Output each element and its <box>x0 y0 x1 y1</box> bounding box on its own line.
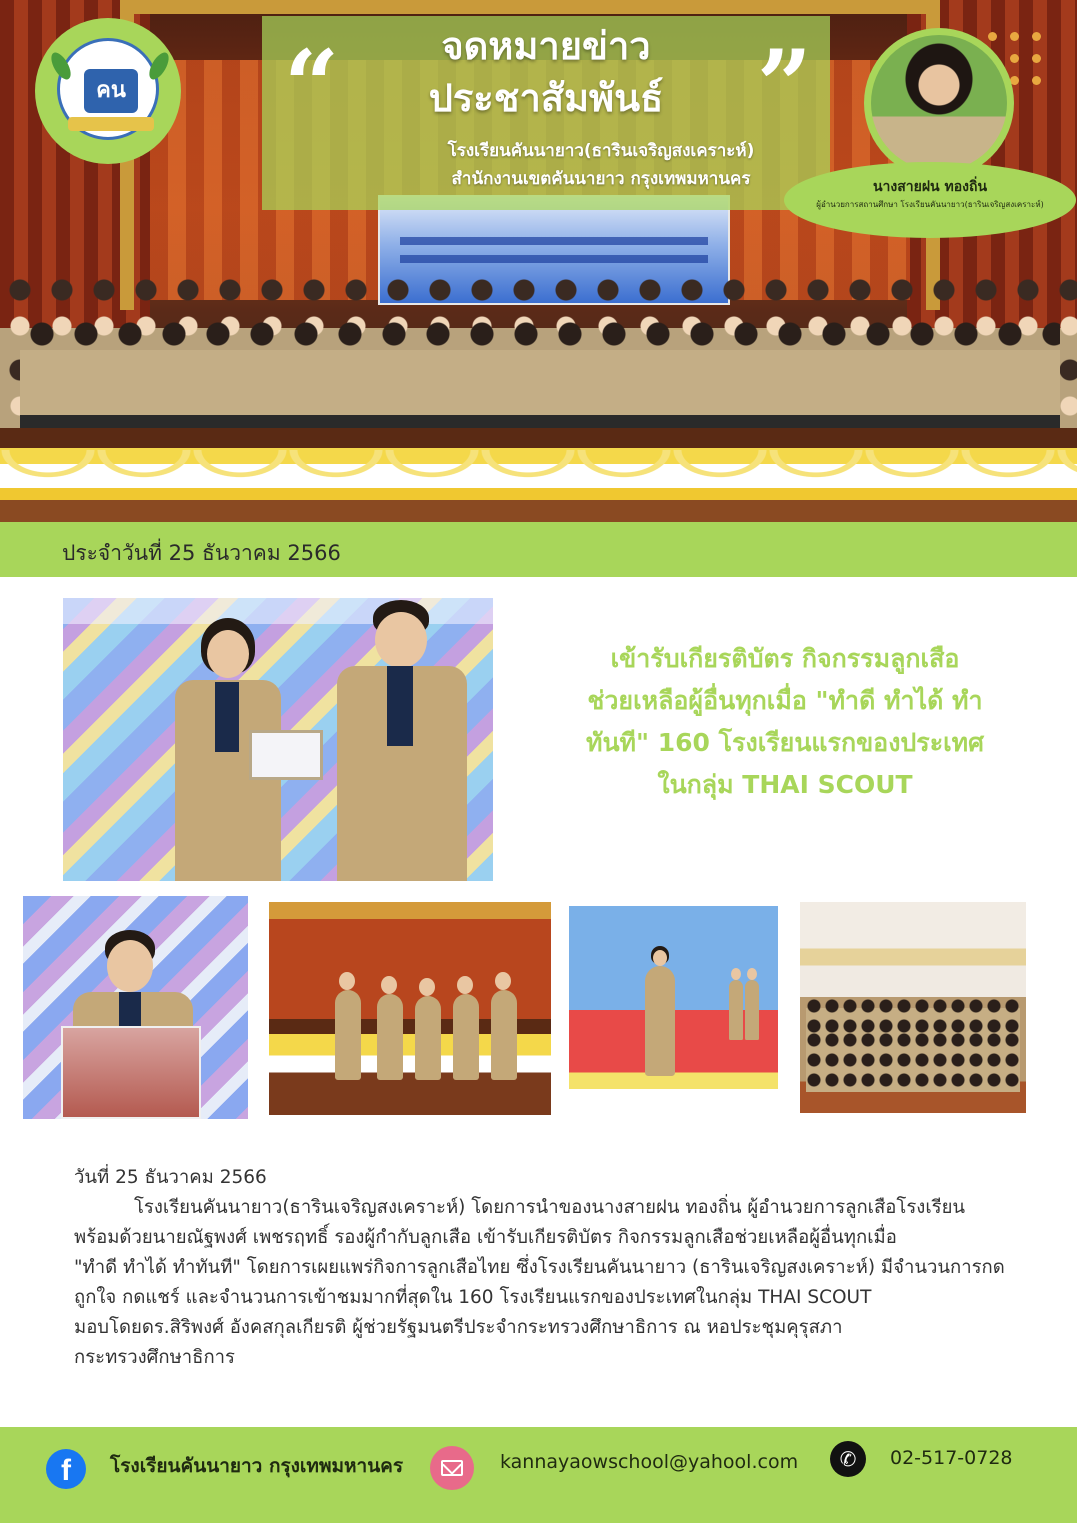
phone-number[interactable]: 02-517-0728 <box>890 1447 1013 1469</box>
director-card <box>784 162 1076 238</box>
newsletter-title: จดหมายข่าว <box>441 24 651 68</box>
close-quote-icon: ” <box>756 29 812 142</box>
article-line-2: พร้อมด้วยนายณัฐพงศ์ เพชรฤทธิ์ รองผู้กำกับลูกเสือ เข้ารับเกียรติบัตร กิจกรรมลูกเสือช่วยเหลือผู้อื่นทุกเมื่อ <box>74 1227 897 1248</box>
article-line-3: "ทำดี ทำได้ ทำทันที" โดยการเผยแพร่กิจการลูกเสือไทย ซึ่งโรงเรียนคันนายาว (ธารินเจริญสงเคราะห์) มีจำนวนการกด <box>74 1257 1005 1278</box>
headline-line-1: เข้ารับเกียรติบัตร กิจกรรมลูกเสือ <box>610 644 960 673</box>
article-date: วันที่ 25 ธันวาคม 2566 <box>74 1167 267 1188</box>
facebook-icon[interactable]: f <box>46 1449 86 1489</box>
email-link[interactable]: kannayaowschool@yahool.com <box>500 1451 799 1473</box>
mail-icon[interactable] <box>430 1446 474 1490</box>
headline-line-2: ช่วยเหลือผู้อื่นทุกเมื่อ "ทำดี ทำได้ ทำ <box>587 686 983 715</box>
headline-line-3: ทันที" 160 โรงเรียนแรกของประเทศ <box>585 728 985 757</box>
director-role: ผู้อำนวยการสถานศึกษา โรงเรียนคันนายาว(ธารินเจริญสงเคราะห์) <box>816 200 1044 209</box>
article-body <box>74 1163 1034 1373</box>
podium <box>61 1026 201 1119</box>
contact-footer <box>0 1427 1077 1523</box>
certificate-ceremony-photo <box>63 598 493 881</box>
article-line-5: มอบโดยดร.สิริพงศ์ อังคสกุลเกียรติ ผู้ช่วยรัฐมนตรีประจำกระทรวงศึกษาธิการ ณ หอประชุมคุรุสภา <box>74 1317 843 1338</box>
date-bar <box>0 522 1077 577</box>
director-photo <box>864 28 1014 178</box>
article-headline <box>540 638 1030 806</box>
phone-icon[interactable]: ✆ <box>830 1441 866 1477</box>
school-logo <box>35 18 181 164</box>
facebook-link[interactable]: โรงเรียนคันนายาว กรุงเทพมหานคร <box>110 1455 404 1477</box>
article-line-1: โรงเรียนคันนายาว(ธารินเจริญสงเคราะห์) โดยการนำของนางสายฝน ทองถิ่น ผู้อำนวยการลูกเสือโรงเรียน <box>134 1197 966 1218</box>
stage-group-photo <box>269 902 551 1115</box>
newsletter-subtitle: ประชาสัมพันธ์ <box>428 76 664 120</box>
article-line-4: ถูกใจ กดแชร์ และจำนวนการเข้าชมมากที่สุดใน 160 โรงเรียนแรกของประเทศในกลุ่ม THAI SCOUT <box>74 1287 872 1308</box>
newsletter-title-box <box>262 16 830 210</box>
director-name: นางสายฝน ทองถิ่น <box>872 179 988 195</box>
speaker-photo <box>23 896 248 1119</box>
certificate-photo <box>569 906 778 1114</box>
group-front-row <box>20 320 1060 430</box>
headline-line-4: ในกลุ่ม THAI SCOUT <box>657 770 913 799</box>
open-quote-icon: “ <box>284 29 340 142</box>
article-line-6: กระทรวงศึกษาธิการ <box>74 1347 235 1368</box>
issue-date: ประจำวันที่ 25 ธันวาคม 2566 <box>62 541 341 565</box>
district-office: สำนักงานเขตคันนายาว กรุงเทพมหานคร <box>451 169 751 189</box>
school-name: โรงเรียนคันนายาว(ธารินเจริญสงเคราะห์) <box>447 141 755 161</box>
logo-monogram: คน <box>84 69 138 113</box>
audience-photo <box>800 902 1026 1113</box>
certificate <box>249 730 323 780</box>
